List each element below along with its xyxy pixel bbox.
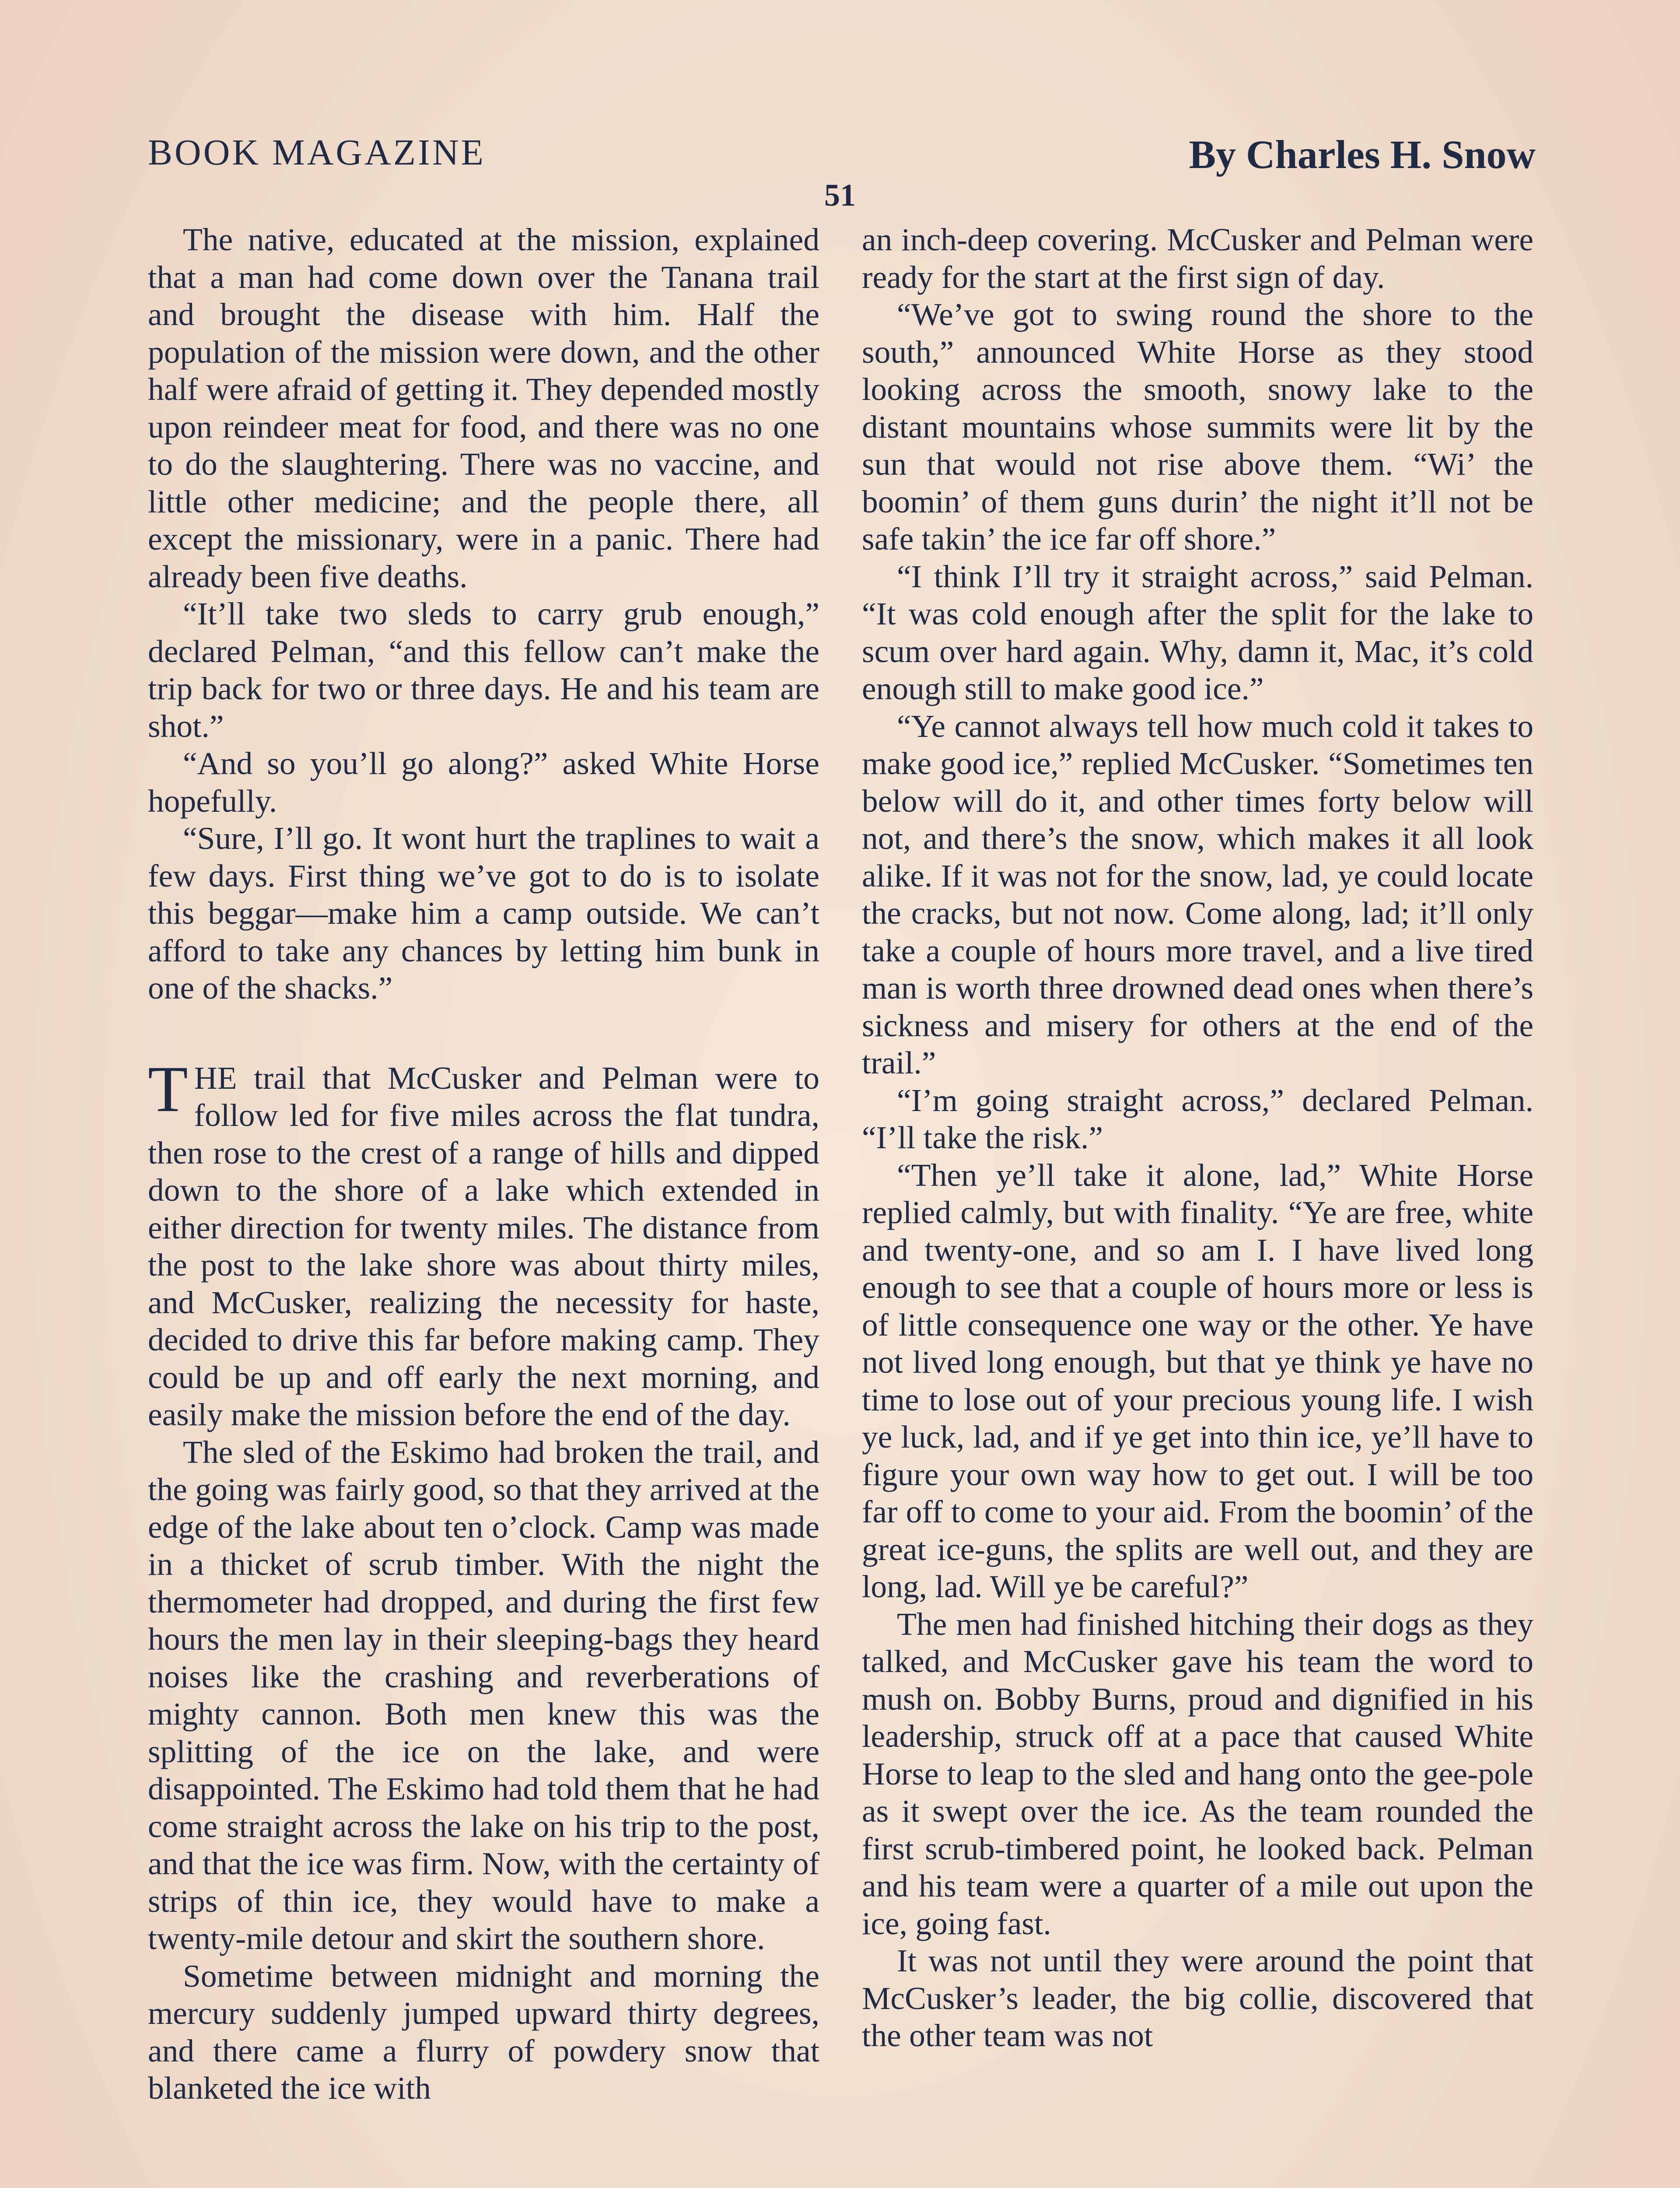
running-header-left: BOOK MAGAZINE (148, 132, 486, 173)
paragraph: “I think I’ll try it straight across,” said Pelman. “It was cold enough after the split for the lake to scum over hard again. Why, damn it, Mac, it’s cold enough still to make good ice.” (862, 558, 1533, 706)
paragraph: “Sure, I’ll go. It wont hurt the traplines to wait a few days. First thing we’ve got to do is to isolate this beggar—make him a camp outside. We can’t afford to take any chances by letting him bunk in one of the shacks.” (148, 820, 819, 1006)
paragraph: The men had finished hitching their dogs as they talked, and McCusker gave his team the word to mush on. Bobby Burns, proud and dignified in his leadership, struck off at a pace that caused White Horse to leap to the sled and hang onto the gee-pole as it swept over the ice. As the team rounded the first scrub-timbered point, he looked back. Pelman and his team were a quarter of a mile out upon the ice, going fast. (862, 1606, 1533, 1941)
right-column (862, 221, 1533, 2055)
paragraph: “We’ve got to swing round the shore to the south,” announced White Horse as they stood looking across the smooth, snowy lake to the distant mountains whose summits were lit by the sun that would not rise above them. “Wi’ the boomin’ of them guns durin’ the night it’ll not be safe takin’ the ice far off shore.” (862, 297, 1533, 557)
section-opening-paragraph (148, 1052, 819, 1434)
paragraph: “Ye cannot always tell how much cold it takes to make good ice,” replied McCusker. “Sometimes ten below will do it, and other times forty below will not, and there’s the snow, which makes it all look alike. If it was not for the snow, lad, ye could locate the cracks, but not now. Come along, lad; it’ll only take a couple of hours more travel, and a live tired man is worth three drowned dead ones when there’s sickness and misery for others at the end of the trail.” (862, 708, 1533, 1080)
paragraph-text: HE trail that McCusker and Pelman were to follow led for five miles across the flat tundra, then rose to the crest of a range of hills and dipped down to the shore of a lake which extended in either direction for twenty miles. The distance from the post to the lake shore was about thirty miles, and McCusker, realizing the necessity for haste, decided to drive this far before making camp. They could be up and off early the next morning, and easily make the mission before the end of the day. (148, 1060, 819, 1432)
paragraph: Sometime between midnight and morning the mercury suddenly jumped upward thirty degrees, and there came a flurry of powdery snow that blanketed the ice with (148, 1958, 819, 2106)
page-number: 51 (824, 178, 856, 213)
paragraph: “Then ye’ll take it alone, lad,” White Horse replied calmly, but with finality. “Ye are free, white and twenty-one, and so am I. I have lived long enough to see that a couple of hours more or less is of little consequence one way or the other. Ye have not lived long enough, but that ye think ye have no time to lose out of your precious young life. I wish ye luck, lad, and if ye get into thin ice, ye’ll have to figure your own way how to get out. I will be too far off to come to your aid. From the boomin’ of the great ice-guns, the splits are well out, and they are long, lad. Will ye be careful?” (862, 1157, 1533, 1604)
running-header-author: By Charles H. Snow (1189, 132, 1536, 177)
drop-cap: T (148, 1052, 188, 1126)
section-break (148, 1007, 819, 1059)
paragraph: It was not until they were around the point that McCusker’s leader, the big collie, discovered that the other team was not (862, 1943, 1533, 2053)
paragraph: The native, educated at the mission, explained that a man had come down over the Tanana trail and brought the disease with him. Half the population of the mission were down, and the other half were afraid of getting it. They depended mostly upon reindeer meat for food, and there was no one to do the slaughtering. There was no vaccine, and little other medicine; and the people there, all except the missionary, were in a panic. There had already been five deaths. (148, 222, 819, 594)
paragraph: “And so you’ll go along?” asked White Horse hopefully. (148, 746, 819, 819)
paragraph: “It’ll take two sleds to carry grub enough,” declared Pelman, “and this fellow can’t make the trip back for two or three days. He and his team are shot.” (148, 596, 819, 744)
left-column (148, 221, 819, 2107)
paragraph: The sled of the Eskimo had broken the trail, and the going was fairly good, so that they arrived at the edge of the lake about ten o’clock. Camp was made in a thicket of scrub timber. With the night the thermometer had dropped, and during the first few hours the men lay in their sleeping-bags they heard noises like the crashing and reverberations of mighty cannon. Both men knew this was the splitting of the ice on the lake, and were disappointed. The Eskimo had told them that he had come straight across the lake on his trip to the post, and that the ice was firm. Now, with the certainty of strips of thin ice, they would have to make a twenty-mile detour and skirt the southern shore. (148, 1434, 819, 1956)
paragraph: an inch-deep covering. McCusker and Pelman were ready for the start at the first sign of day. (862, 222, 1533, 295)
paragraph: “I’m going straight across,” declared Pelman. “I’ll take the risk.” (862, 1082, 1533, 1155)
